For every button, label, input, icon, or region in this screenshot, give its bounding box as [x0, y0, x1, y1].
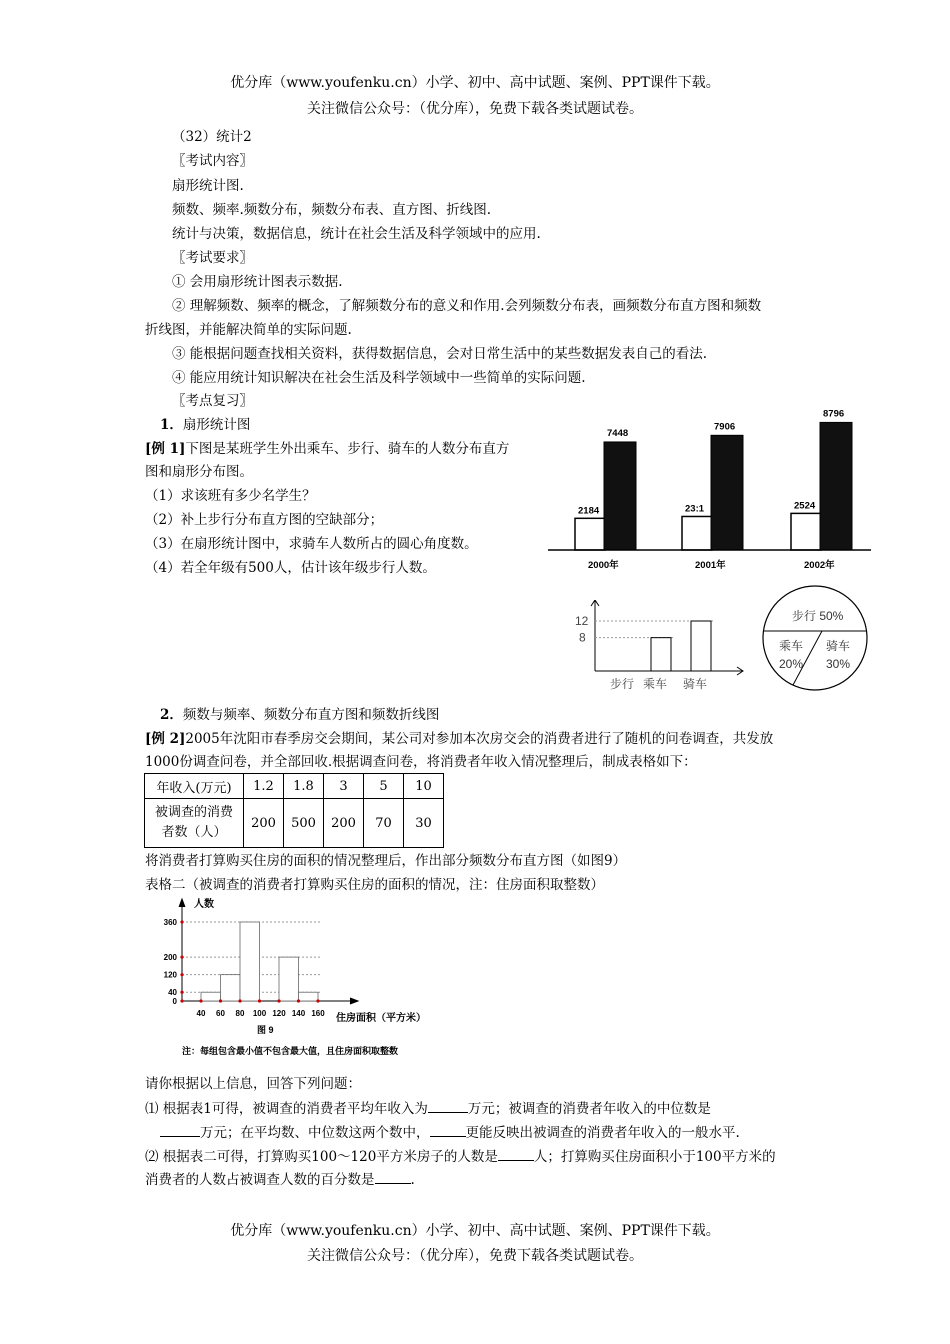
content-line-3: 统计与决策，数据信息，统计在社会生活及科学领域中的应用.: [172, 226, 541, 242]
answer-blank-median[interactable]: [160, 1123, 200, 1137]
table-cell: 200: [324, 799, 364, 848]
table-row-label-2: 者数（人）: [161, 825, 227, 840]
histogram-ytick-dot: [180, 973, 183, 976]
footer-line-1: 优分库（www.youfenku.cn）小学、初中、高中试题、案例、PPT课件下载。: [230, 1223, 720, 1239]
histogram-bar: [240, 922, 260, 1001]
answer-blank-count[interactable]: [498, 1147, 534, 1161]
histogram-xtick-dot: [316, 999, 319, 1002]
histogram-bar: [201, 992, 221, 1001]
histogram-ytick: 120: [163, 970, 177, 980]
yearly-bar-chart: [545, 404, 875, 576]
pie-label-bus-pct: 20%: [779, 657, 804, 671]
content-line-1: 扇形统计图.: [172, 178, 244, 194]
yearly-bar-white: [575, 518, 605, 550]
table-row: [145, 799, 444, 848]
question-2-text-b: 人；打算购买住房面积小于100平方米的: [533, 1149, 776, 1165]
travel-ytick-12: 12: [575, 614, 589, 628]
histogram-ytick: 200: [163, 953, 177, 963]
travel-bar-chart: [565, 600, 755, 692]
answer-blank-percent[interactable]: [375, 1170, 411, 1184]
table-cell: 10: [404, 774, 444, 799]
yearly-bar-black: [820, 422, 852, 550]
questions-intro: 请你根据以上信息，回答下列问题：: [145, 1076, 361, 1092]
histogram-ytick: 360: [163, 918, 177, 927]
histogram-y-label: 人数: [194, 899, 214, 910]
section-1-number: 1．: [160, 417, 183, 433]
histogram-xtick-dot: [199, 999, 202, 1002]
requirement-2b: 折线图，并能解决简单的实际问题.: [145, 322, 352, 338]
histogram-ytick-dot: [180, 991, 183, 994]
requirement-3: ③ 能根据问题查找相关资料，获得数据信息，会对日常生活中的某些数据发表自己的看法.: [172, 346, 708, 362]
yearly-bar-white: [682, 516, 712, 550]
example-2-tag: [例 2]: [145, 731, 186, 747]
pie-label-bike: 骑车: [826, 639, 851, 653]
question-2-line-2: [145, 1170, 415, 1189]
answer-blank-better[interactable]: [430, 1123, 466, 1137]
travel-bar: [651, 638, 671, 671]
yearly-bar-white-label: 2184: [578, 505, 600, 517]
question-1-text-d: 更能反映出被调查的消费者年收入的一般水平.: [465, 1125, 740, 1141]
section-1-label: 扇形统计图: [182, 417, 251, 433]
example-2-line-2: 1000份调查问卷，并全部回收.根据调查问卷，将消费者年收入情况整理后，制成表格如下：: [145, 754, 697, 770]
answer-blank-average[interactable]: [428, 1099, 468, 1113]
header-line-1: 优分库（www.youfenku.cn）小学、初中、高中试题、案例、PPT课件下载。: [230, 75, 720, 91]
histogram-xtick: 80: [235, 1009, 245, 1018]
yearly-category-label: 2002年: [804, 560, 835, 571]
section-1-title: [160, 416, 250, 434]
table-cell: 500: [284, 799, 324, 848]
histogram-x-label: 住房面积（平方米）: [336, 1013, 426, 1024]
histogram-ytick: 0: [172, 997, 177, 1006]
table-2-caption: 表格二（被调查的消费者打算购买住房的面积的情况，注：住房面积取整数）: [145, 877, 604, 893]
histogram-xtick-dot: [297, 999, 300, 1002]
question-2-text-d: .: [410, 1172, 415, 1188]
example-1-question-1: （1）求该班有多少名学生？: [145, 488, 316, 504]
example-1-line-2: 图和扇形分布图。: [145, 464, 253, 480]
question-1-line-1: [145, 1099, 711, 1118]
histogram-ytick: 40: [168, 988, 177, 998]
histogram-xtick: 60: [216, 1009, 225, 1018]
header-line-2: 关注微信公众号：（优分库），免费下载各类试题试卷。: [307, 101, 643, 117]
yearly-category-label: 2000年: [588, 560, 619, 571]
question-1-text-c: 万元；在平均数、中位数这两个数中，: [200, 1125, 430, 1141]
example-1-question-4: （4）若全年级有500人，估计该年级步行人数。: [145, 560, 436, 576]
pie-label-walk: 步行 50%: [792, 609, 844, 623]
table-cell: 70: [364, 799, 404, 848]
pie-outline: [763, 586, 867, 690]
histogram-xtick-dot: [238, 999, 241, 1002]
yearly-bar-black: [711, 435, 743, 550]
income-table: [144, 773, 444, 848]
yearly-bar-white-label: 2524: [794, 500, 816, 512]
yearly-bar-white: [791, 513, 821, 550]
histogram-xtick: 120: [272, 1009, 286, 1018]
question-1-text-a: ⑴ 根据表1可得，被调查的消费者平均年收入为: [145, 1101, 428, 1117]
requirement-1: ① 会用扇形统计图表示数据.: [172, 274, 343, 290]
question-2-text-c: 消费者的人数占被调查人数的百分数是: [145, 1172, 375, 1188]
histogram-note: 注：每组包含最小值不包含最大值，且住房面积取整数: [182, 1046, 399, 1056]
footer-line-2: 关注微信公众号：（优分库），免费下载各类试题试卷。: [307, 1248, 643, 1264]
histogram-ytick-dot: [180, 920, 183, 923]
histogram-y-arrow: [179, 899, 185, 907]
table-row: [145, 774, 444, 799]
question-1-line-2: [160, 1123, 740, 1142]
histogram-ytick-dot: [180, 956, 183, 959]
table-cell: 200: [244, 799, 284, 848]
histogram-xtick-dot: [219, 999, 222, 1002]
example-1-text-a: 下图是某班学生外出乘车、步行、骑车的人数分布直方: [185, 441, 510, 457]
travel-pie-chart: [760, 584, 875, 694]
example-2-line-1: [145, 730, 773, 748]
table-row-label: [145, 799, 244, 848]
section-2-title: [160, 706, 439, 724]
travel-ytick-8: 8: [579, 630, 586, 645]
histogram-title: 图 9: [257, 1025, 274, 1035]
histogram-xtick: 100: [252, 1009, 267, 1018]
table-cell: 1.2: [244, 774, 284, 799]
table-cell: 3: [324, 774, 364, 799]
travel-category-label: 骑车: [683, 677, 708, 691]
example-1-line-1: [145, 440, 509, 458]
histogram-xtick-dot: [277, 999, 280, 1002]
requirement-4: ④ 能应用统计知识解决在社会生活及科学领域中一些简单的实际问题.: [172, 370, 586, 386]
histogram-bar: [221, 975, 241, 1001]
content-line-2: 频数、频率.频数分布，频数分布表、直方图、折线图.: [172, 202, 492, 218]
table-header-label: 年收入(万元): [145, 774, 244, 799]
review-heading: 〖考点复习〗: [172, 393, 253, 409]
example-1-question-2: （2）补上步行分布直方图的空缺部分；: [145, 512, 384, 528]
requirement-2a: ② 理解频数、频率的概念，了解频数分布的意义和作用.会列频数分布表，画频数分布直方图和频数: [172, 298, 762, 314]
yearly-bar-black-label: 8796: [823, 408, 845, 420]
histogram-x-arrow: [350, 998, 358, 1004]
example-1-tag: [例 1]: [145, 441, 186, 457]
doc-title: （32）统计2: [172, 129, 252, 145]
requirements-heading: 〖考试要求〗: [172, 250, 253, 266]
travel-bar: [691, 621, 711, 671]
table-cell: 1.8: [284, 774, 324, 799]
content-heading: 〖考试内容〗: [172, 153, 253, 169]
area-histogram: [150, 895, 490, 1060]
pie-label-bike-pct: 30%: [826, 657, 851, 671]
section-2-label: 频数与频率、频数分布直方图和频数折线图: [182, 707, 440, 723]
histogram-xtick: 140: [291, 1009, 306, 1018]
pie-label-bus: 乘车: [779, 639, 804, 653]
histogram-ytick-dot: [180, 999, 183, 1002]
travel-category-label: 乘车: [643, 677, 668, 691]
table-cell: 30: [404, 799, 444, 848]
example-2-text-a: 2005年沈阳市春季房交会期间，某公司对参加本次房交会的消费者进行了随机的问卷调查，共发放: [185, 731, 774, 747]
histogram-xtick: 160: [311, 1009, 325, 1018]
yearly-bar-black-label: 7906: [714, 421, 736, 433]
histogram-bar: [299, 992, 319, 1001]
example-1-question-3: （3）在扇形统计图中，求骑车人数所占的圆心角度数。: [145, 536, 478, 552]
question-2-text-a: ⑵ 根据表二可得，打算购买100～120平方米房子的人数是: [145, 1149, 498, 1165]
question-1-text-b: 万元；被调查的消费者年收入的中位数是: [467, 1101, 711, 1117]
histogram-xtick: 40: [196, 1009, 206, 1018]
yearly-bar-black-label: 7448: [607, 427, 629, 439]
table-row-label-1: 被调查的消费: [154, 805, 233, 820]
histogram-xtick-dot: [258, 999, 261, 1002]
question-2-line-1: [145, 1147, 776, 1166]
yearly-bar-white-label: 23:1: [685, 503, 705, 515]
table-cell: 5: [364, 774, 404, 799]
histogram-bar: [279, 957, 299, 1001]
after-table-text: 将消费者打算购买住房的面积的情况整理后，作出部分频数分布直方图（如图9）: [145, 853, 627, 869]
yearly-category-label: 2001年: [695, 560, 726, 571]
section-2-number: 2．: [160, 707, 183, 723]
travel-category-label: 步行: [610, 677, 635, 691]
yearly-bar-black: [604, 442, 636, 550]
